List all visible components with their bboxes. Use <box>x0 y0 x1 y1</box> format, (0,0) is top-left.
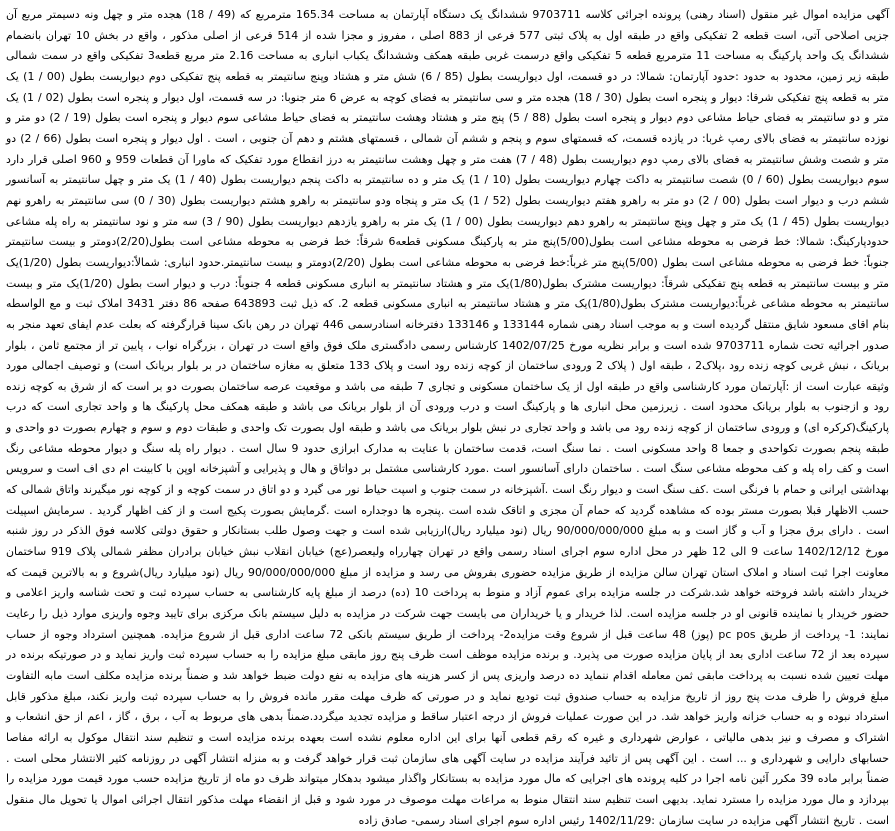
auction-notice <box>6 5 889 831</box>
notice-body-text: آگهی مزایده اموال غیر منقول (اسناد رهنی) پرونده اجرائی کلاسه 9703711 ششدانگ یک دستگاه آپارتمان به مساحت 165.34 مترمربع که (49 / 18) هجده متر و چهل ونه دسیمتر مربع آن جزیی اصلاحی آتی، است قطعه 2 تفکیکی واقع در طبقه اول به پلاک ثبتی 577 فرعی از 883 اصلی ، مفروز و مجزا شده از 514 فرعی از اصلی مذکور ، واقع در بخش 10 تهران بانضمام ششدانگ یک واحد پارکینگ به مساحت 11 مترمربع قطعه 5 تفکیکی واقع درسمت غربی طبقه همکف وششدانگ یکباب انباری به مساحت 2.16 متر مربع قطعه3 تفکیکی واقع در سمت شمالی طبقه زیر زمین، محدود به حدود :حدود آپارتمان: شمالا: در دو قسمت، اول دیواریست بطول (85 / 6) شش متر و هشتاد وپنج سانتیمتر به قطعه پنج تفکیکی دوم دیواریست بطول (00 / 1) یک متر به قطعه پنج تفکیکی شرقا: دیوار و پنجره است بطول (30 / 18) هجده متر و سی سانتیمتر به فضای کوچه به عرض 6 متر جنوبا: در سه قسمت، اول دیوار و پنجره است بطول (02 / 1) یک متر و دو سانتیمتر به فضای حیاط مشاعی دوم دیوار و پنجره است بطول (88 / 5) پنج متر و هشتاد وهشت سانتیمتر به فضای حیاط مشاعی سوم دیوار و پنجره است بطول (19 / 2) دو متر و نوزده سانتیمتر به فضای بالای رمپ غربا: در یازده قسمت، که قسمتهای سوم و پنجم و ششم آن شمالی ، قسمتهای هشتم و دهم آن جنوبی ، است . اول دیوار و پنجره است بطول (66 / 2) دو متر و شصت وشش سانتیمتر به فضای بالای رمپ دوم دیواریست بطول (48 / 7) هفت متر و چهل وهشت سانتیمتر به درز انقطاع مورد تفکیک که ماورا آن قطعات 959 و 960 اصلی قرار دارد سوم دیواریست بطول (60 / 0) شصت سانتیمتر به داکت چهارم دیواریست بطول (10 / 1) یک متر و ده سانتیمتر به داکت پنجم دیواریست بطول (40 / 1) یک متر و چهل سانتیمتر به آسانسور ششم درب و دیوار است بطول (00 / 2) دو متر به راهرو هفتم دیواریست بطول (52 / 1) یک متر و پنجاه ودو سانتیمتر به راهرو هشتم دیواریست بطول (30 / 0) سی سانتیمتر به راهرو نهم دیواریست بطول (45 / 1) یک متر و چهل وپنج سانتیمتر به راهرو دهم دیواریست بطول (00 / 1) یک متر به راهرو یازدهم دیواریست بطول (90 / 3) سه متر و نود سانتیمتر به راه پله مشاعی حدودپارکینگ: شمالا: خط فرضی به محوطه مشاعی است بطول(5/00)پنج متر به پارکینگ مسکونی قطعه6 شرقاً: خط فرضی به محوطه مشاعی است بطول(2/20)دومتر و بیست سانتیمتر جنوباً: خط فرضی به محوطه مشاعی است بطول (5/00)پنج متر غرباً:خط فرضی به محوطه مشاعی است بطول (2/20)دومتر و بیست سانتیمتر.حدود انباری: شمالاً:دیواریست بطول (1/20)یک متر و بیست سانتیمتر به قطعه پنج تفکیکی شرقاً: دیواریست مشترک بطول(1/80)یک متر و هشتاد سانتیمتر به انباری مسکونی قطعه 4 جنوباً: درب و دیوار است بطول (1/20)یک متر و بیست سانتیمتر به محوطه مشاعی غرباً:دیواریست مشترک بطول(1/80)یک متر و هشتاد سانتیمتر به انباری مسکونی قطعه 2. که ذیل ثبت 643893 صفحه 86 دفتر 3431 املاک ثبت و مع الواسطه بنام اقای مسعود شایق منتقل گردیده است و به موجب اسناد رهنی شماره 133144 و 133146 دفترخانه اسنادرسمی 446 تهران در رهن بانک سینا قرارگرفته که بعلت عدم ایفای تعهد منجر به صدور اجرائیه تحت شماره 9703711 شده است و برابر نظریه مورخ 1402/07/25 کارشناس رسمی دادگستری ملک فوق واقع است در تهران ، بزرگراه نواب ، پایین تر از مجتمع ثامن ، بلوار بریانک ، نبش غربی کوچه زنده رود ،پلاک2 ، طبقه اول ( پلاک 2 ورودی ساختمان از کوچه زنده رود است و پلاک 133 متعلق به مغازه ساختمان در بر بلوار بریانک است) و توصیف اجمالی مورد وثیقه عبارت است از :آپارتمان مورد کارشناسی واقع در طبقه اول از یک ساختمان مسکونی و تجاری 7 طبقه می باشد و موقعیت عرصه ساختمان بصورت دو بر است که از شرق به کوچه زنده رود و ازجنوب به بلوار بریانک محدود است . زیرزمین محل انباری ها و پارکینگ است و درب ورودی آن از بلوار بریانک می باشد و طبقه همکف محل پارکینگ ها و واحد تجاری است که درب پارکینگ(کرکره ای) و ورودی ساختمان از کوچه زنده رود می باشد و واحد تجاری در نبش بلوار بریانک می باشد و طبقه اول بصورت تک واحدی و طبقات دوم و سوم و چهارم بصورت دو واحدی و طبقه پنجم بصورت تکواحدی و جمعا 8 واحد مسکونی است . نما سنگ است، قدمت ساختمان با عنایت به مدارک ابرازی حدود 9 سال است . دیوار راه پله سنگ و دیوار محوطه مشاعی رنگ است و کف راه پله و کف محوطه مشاعی سنگ است . ساختمان دارای آسانسور است .مورد کارشناسی مشتمل بر دواتاق و هال و پذیرایی و آشپزخانه اوپن با کابینت ام دی اف است و سرویس بهداشتی ایرانی و حمام با فرنگی است .کف سنگ است و دیوار رنگ است .آشپزخانه در سمت جنوب و اسپت حیاط نور می گیرد و دو اتاق در سمت کوچه و از کوچه نور میگیرند واتاق شمالی که حسب الاظهار قبلا بصورت مستر بوده که مشاهده گردید که حمام آن مجزی و اتاقک شده است .پنجره ها دوجداره است .گرمایش بصورت پکیج است و از کف اظهار گردید . سرمایش اسپیلت است . دارای برق مجزا و آب و گاز است و به مبلغ 90/000/000/000 ریال (نود میلیارد ریال)ارزیابی شده است و جهت وصول طلب بستانکار و حقوق دولتی کلاسه فوق الذکر در روز شنبه مورخ 1402/12/12 ساعت 9 الی 12 ظهر در محل اداره سوم اجرای اسناد رسمی واقع در تهران چهارراه ولیعصر(عج) خیابان انقلاب نبش خیابان برادران مظفر شمالی پلاک 919 ساختمان معاونت اجرا ثبت اسناد و املاک استان تهران سالن مزایده از طریق مزایده حضوری بفروش می رسد و مزایده از مبلغ 90/000/000/000 ریال (نود میلیارد ریال)شروع و به بالاترین قیمت که خریدار داشته باشد فروخته خواهد شد.شرکت در جلسه مزایده برای عموم آزاد و منوط به پرداخت 10 (ده) درصد از مبلغ پایه کارشناسی به حساب سپرده ثبت و تحت شناسه واریز اعلامی و حضور خریدار یا نماینده قانونی او در جلسه مزایده است. لذا خریدار و یا خریداران می بایست جهت شرکت در مزایده به دلیل سیستم بانک مرکزی برای تایید وجوه واریزی موارد ذیل را رعایت نمایند: 1- پرداخت از طریق pc pos (پوز) 48 ساعت قبل از شروع وقت مزایده2- پرداخت از طریق سیستم بانکی 72 ساعت اداری قبل از شروع مزایده. همچنین استرداد وجوه از حساب سپرده بعد از 72 ساعت اداری بعد از پایان مزایده صورت می پذیرد. و برنده مزایده موظف است ظرف پنج روز مابقی مبلغ مزایده را به حساب سپرده ثبت واریز نماید و در صورتیکه برنده در مهلت تعیین شده نسبت به پرداخت مابقی ثمن معامله اقدام ننماید ده درصد واریزی پس از کسر هزینه های مزایده به نفع دولت ضبط خواهد شد و ضمناً برنده مزایده مکلف است مابه التفاوت مبلغ فروش را ظرف مدت پنج روز از تاریخ مزایده به حساب صندوق ثبت تودیع نماید و در صورتی که ظرف مهلت مقرر مانده فروش را به حساب سپرده ثبت واریز نکند، مبلغ مذکور قابل استرداد نبوده و به حساب خزانه واریز خواهد شد. در این صورت عملیات فروش از درجه اعتبار ساقط و مزایده تجدید میگردد.ضمناً بدهی های مربوط به آب ، برق ، گاز ، اعم از حق انشعاب و اشتراک و مصرف و نیز بدهی مالیاتی ، عوارض شهرداری و غیره که رقم قطعی آنها برای این اداره معلوم نشده است بعهده برنده مزایده است و تنظیم سند انتقال موکول به ارائه مفاصا حسابهای دارایی و شهرداری و ... است . این آگهی پس از تائید فرآیند مزایده در سایت آگهی های سازمان ثبت قرار خواهد گرفت و به منزله انتشار آگهی در روزنامه کثیر الانتشار محلی است . ضمناً برابر ماده 39 مکرر آئین نامه اجرا در کلیه پرونده های اجرایی که مال مورد مزایده به بستانکار واگذار میشود بدهکار میتواند ظرف دو ماه از تاریخ مزایده حسب مورد قیمت مورد مزایده را بپردازد و مال مورد مزایده را مسترد نماید. بدیهی است تنظیم سند انتقال منوط به مراعات مهلت موصوف در مورد شود و قبل از انقضاء مهلت مذکور انتقال اجرائی اموال یا تحویل مال منقول است . تاریخ انتشار آگهی مزایده در سایت سازمان :1402/11/29 رئیس اداره سوم اجرای اسناد رسمی- صادق زاده <box>6 8 890 827</box>
